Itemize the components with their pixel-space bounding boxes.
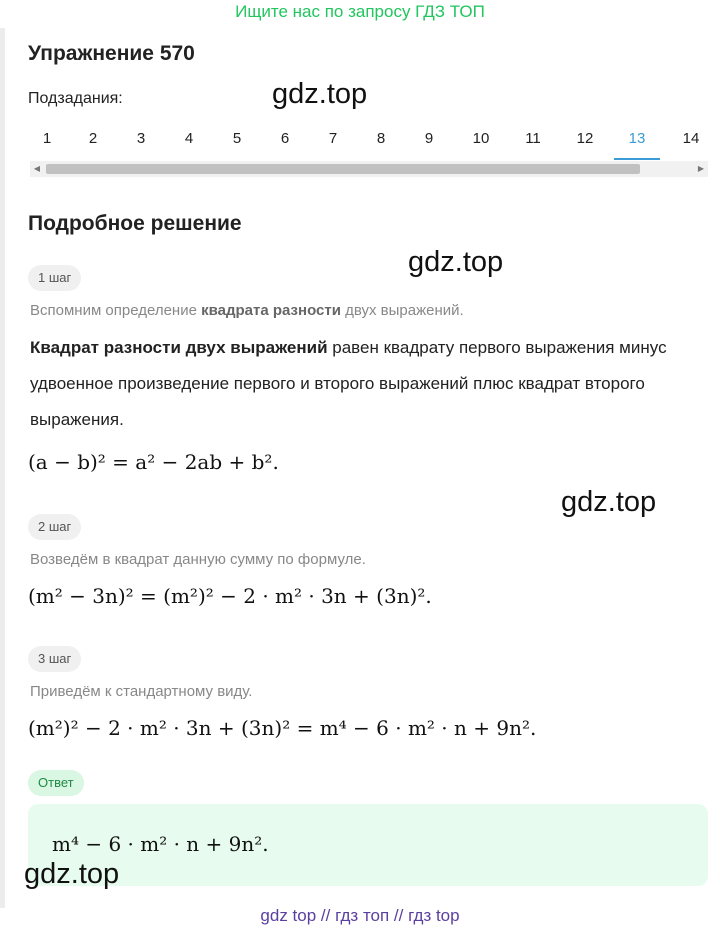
step-1-badge: 1 шаг xyxy=(28,265,81,291)
answer-box xyxy=(28,804,708,886)
subtask-tab-10[interactable]: 10 xyxy=(472,130,490,147)
step-2-badge: 2 шаг xyxy=(28,514,81,540)
subtask-tab-2[interactable]: 2 xyxy=(88,130,98,147)
search-banner[interactable]: Ищите нас по запросу ГДЗ ТОП xyxy=(235,2,485,21)
left-border xyxy=(0,28,5,908)
step-1-intro-post: двух выражений. xyxy=(340,302,464,319)
watermark: gdz.top xyxy=(272,78,368,110)
subtask-tab-14[interactable]: 14 xyxy=(682,130,700,147)
step-1-formula: (a − b)² = a² − 2ab + b². xyxy=(28,450,279,474)
definition-text: равен квадрату первого выражения минус удвоенное произведение первого и второго выражений плюс квадрат второго выражения. xyxy=(30,338,667,429)
watermark: gdz.top xyxy=(408,246,504,278)
subtask-tab-4[interactable]: 4 xyxy=(184,130,194,147)
subtask-tab-1[interactable]: 1 xyxy=(42,130,52,147)
step-3-badge: 3 шаг xyxy=(28,646,81,672)
subtask-tab-6[interactable]: 6 xyxy=(280,130,290,147)
subtask-tab-3[interactable]: 3 xyxy=(136,130,146,147)
subtask-tab-7[interactable]: 7 xyxy=(328,130,338,147)
tabs-scrollbar[interactable] xyxy=(30,161,708,177)
scroll-left-arrow-icon[interactable]: ◀ xyxy=(33,164,41,173)
answer-formula: m⁴ − 6 · m² · n + 9n². xyxy=(52,832,269,856)
step-1-intro-bold: квадрата разности xyxy=(201,302,341,319)
subtask-tab-8[interactable]: 8 xyxy=(376,130,386,147)
step-1-intro-pre: Вспомним определение xyxy=(30,302,202,319)
subtask-tab-13[interactable]: 13 xyxy=(614,120,660,160)
exercise-title: Упражнение 570 xyxy=(28,42,195,65)
footer-links[interactable]: gdz top // гдз топ // гдз top xyxy=(260,906,460,925)
subtask-tab-11[interactable]: 11 xyxy=(525,130,541,147)
step-3-text: Приведём к стандартному виду. xyxy=(30,683,253,700)
step-3-formula: (m²)² − 2 · m² · 3n + (3n)² = m⁴ − 6 · m² · n + 9n². xyxy=(28,716,537,740)
watermark: gdz.top xyxy=(24,858,120,890)
step-1-definition xyxy=(30,330,710,438)
subtask-tab-9[interactable]: 9 xyxy=(424,130,434,147)
watermark: gdz.top xyxy=(561,486,657,518)
subtask-tab-5[interactable]: 5 xyxy=(232,130,242,147)
scrollbar-thumb[interactable] xyxy=(46,164,640,174)
subtask-tabs xyxy=(0,120,720,160)
step-1-intro xyxy=(30,302,464,319)
step-2-formula: (m² − 3n)² = (m²)² − 2 · m² · 3n + (3n)². xyxy=(28,584,432,608)
solution-heading: Подробное решение xyxy=(28,212,242,235)
answer-badge: Ответ xyxy=(28,770,84,796)
subtask-tab-12[interactable]: 12 xyxy=(576,130,594,147)
definition-term: Квадрат разности двух выражений xyxy=(30,338,328,357)
subtasks-label: Подзадания: xyxy=(28,90,123,107)
scroll-right-arrow-icon[interactable]: ▶ xyxy=(697,164,705,173)
step-2-text: Возведём в квадрат данную сумму по формуле. xyxy=(30,551,366,568)
